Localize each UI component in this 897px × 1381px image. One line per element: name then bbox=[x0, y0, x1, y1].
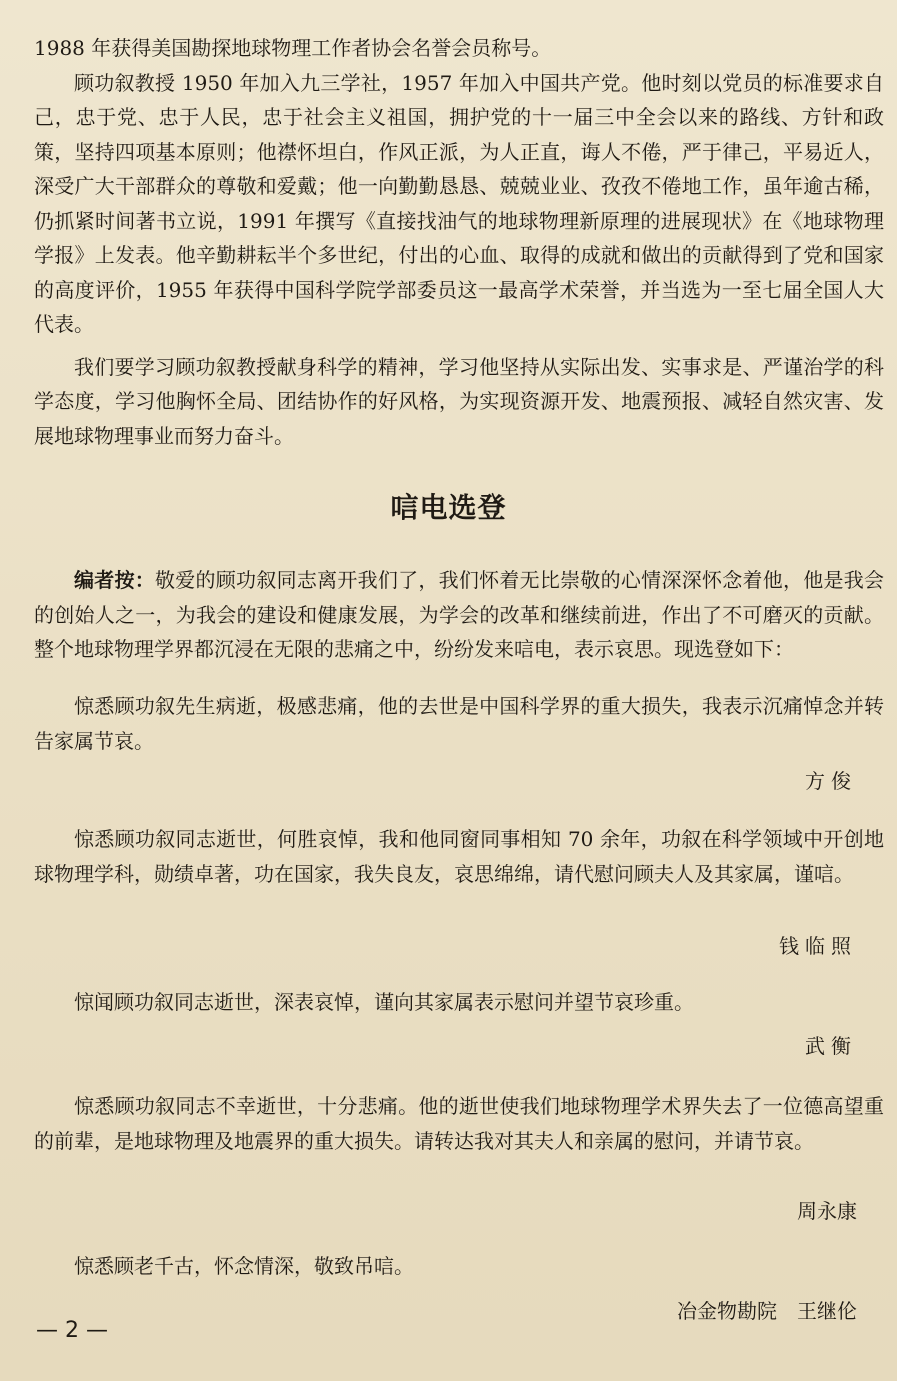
editor-note-paragraph bbox=[34, 563, 884, 667]
intro-paragraph-3: 我们要学习顾功叙教授献身科学的精神，学习他坚持从实际出发、实事求是、严谨治学的科学态度，学习他胸怀全局、团结协作的好风格，为实现资源开发、地震预报、减轻自然灾害、发展地球物理事业而努力奋斗。 bbox=[34, 354, 884, 448]
message-signer: 方俊 bbox=[805, 769, 857, 793]
message-text: 惊悉顾老千古，怀念情深，敬致吊唁。 bbox=[74, 1254, 414, 1278]
page-number: — 2 — bbox=[36, 1318, 108, 1343]
message-signer: 武衡 bbox=[805, 1034, 857, 1058]
message-signer: 冶金物勘院 王继伦 bbox=[677, 1299, 857, 1323]
condolence-message-5 bbox=[34, 1249, 884, 1284]
message-text: 惊闻顾功叙同志逝世，深表哀悼，谨向其家属表示慰问并望节哀珍重。 bbox=[74, 990, 694, 1014]
message-signer: 周永康 bbox=[797, 1199, 857, 1223]
editor-note bbox=[34, 563, 884, 667]
message-text: 惊悉顾功叙先生病逝，极感悲痛，他的去世是中国科学界的重大损失，我表示沉痛悼念并转告家属节哀。 bbox=[34, 694, 884, 753]
editor-note-text: 敬爱的顾功叙同志离开我们了，我们怀着无比崇敬的心情深深怀念着他，他是我会的创始人之一，为我会的建设和健康发展，为学会的改革和继续前进，作出了不可磨灭的贡献。整个地球物理学界都沉浸在无限的悲痛之中，纷纷发来唁电，表示哀思。现选登如下： bbox=[34, 568, 885, 661]
intro-paragraph-1: 1988 年获得美国勘探地球物理工作者协会名誉会员称号。 bbox=[34, 36, 552, 60]
message-signer: 钱临照 bbox=[779, 934, 857, 958]
editor-note-label: 编者按： bbox=[74, 568, 156, 592]
section-title: 唁电选登 bbox=[390, 491, 507, 524]
message-text: 惊悉顾功叙同志逝世，何胜哀悼，我和他同窗同事相知 70 余年，功叙在科学领域中开创地球物理学科，勋绩卓著，功在国家，我失良友，哀思绵绵，请代慰问顾夫人及其家属，谨唁。 bbox=[34, 827, 884, 886]
intro-paragraph-2: 顾功叙教授 1950 年加入九三学社，1957 年加入中国共产党。他时刻以党员的标准要求自己，忠于党、忠于人民，忠于社会主义祖国，拥护党的十一届三中全会以来的路线、方针和政策，坚持四项基本原则；他襟怀坦白，作风正派，为人正直，诲人不倦，严于律己，平易近人，深受广大干部群众的尊敬和爱戴；他一向勤勤恳恳、兢兢业业、孜孜不倦地工作，虽年逾古稀，仍抓紧时间著书立说，1991 年撰写《直接找油气的地球物理新原理的进展现状》在《地球物理学报》上发表。他辛勤耕耘半个多世纪，付出的心血、取得的成就和做出的贡献得到了党和国家的高度评价，1955 年获得中国科学院学部委员这一最高学术荣誉，并当选为一至七届全国人大代表。 bbox=[34, 70, 884, 336]
condolence-message-3 bbox=[34, 985, 884, 1020]
message-text: 惊悉顾功叙同志不幸逝世，十分悲痛。他的逝世使我们地球物理学术界失去了一位德高望重的前辈，是地球物理及地震界的重大损失。请转达我对其夫人和亲属的慰问，并请节哀。 bbox=[34, 1094, 884, 1153]
intro-section bbox=[34, 31, 884, 453]
condolence-message-1 bbox=[34, 689, 884, 758]
condolence-message-2 bbox=[34, 822, 884, 891]
condolence-message-4 bbox=[34, 1089, 884, 1158]
